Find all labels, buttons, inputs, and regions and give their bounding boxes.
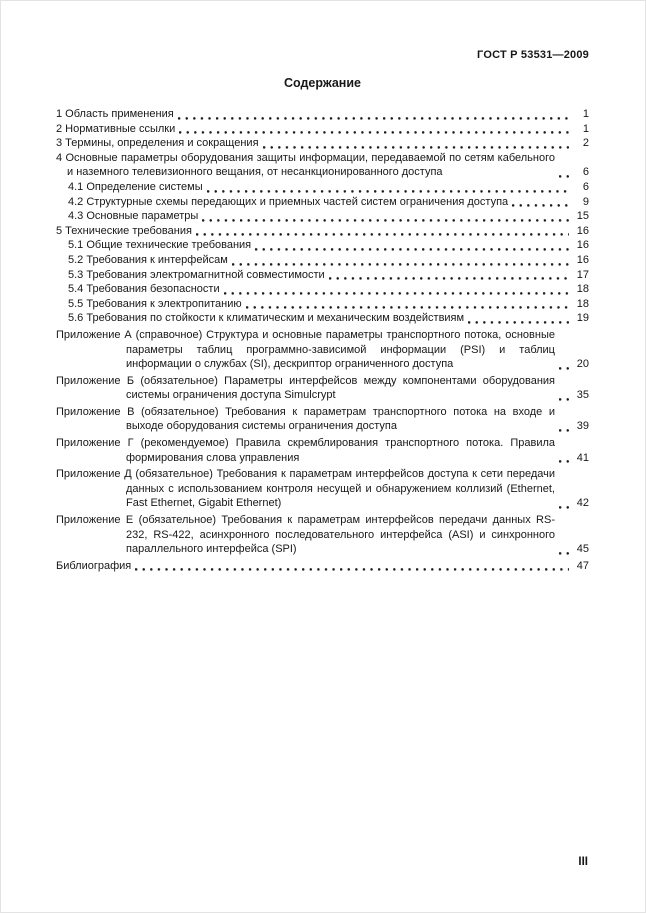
toc-item-text: 5.6 Требования по стойкости к климатическим и механическим воздействиям bbox=[68, 312, 465, 325]
toc-item bbox=[68, 268, 589, 283]
toc-item-text bbox=[56, 405, 555, 434]
toc-item bbox=[68, 282, 589, 297]
toc-item bbox=[56, 559, 589, 574]
toc-page-number: 6 bbox=[582, 180, 589, 193]
toc-page-number: 42 bbox=[576, 497, 589, 510]
appendix-label: Приложение Е bbox=[56, 514, 134, 527]
toc-item-text: 4 Основные параметры оборудования защиты информации, передаваемой по сетям кабельного и наземного телевизионного вещания, от несанкционированного доступа bbox=[56, 151, 555, 179]
toc-item-text: 5.2 Требования к интерфейсам bbox=[68, 253, 228, 266]
dot-leader bbox=[255, 248, 569, 251]
appendix-text: (справочное) Структура и основные параметры транспортного потока, основные параметры таблиц программно-зависимой информации (PSI) и таблиц информации о службах (SI), дескриптор ограниченного доступа bbox=[126, 328, 555, 371]
toc-item-text: Библиография bbox=[56, 559, 132, 572]
appendix-label: Приложение Г bbox=[56, 437, 134, 450]
dot-leader bbox=[202, 219, 569, 222]
dot-leader bbox=[559, 398, 569, 401]
dot-leader bbox=[559, 175, 569, 178]
document-header bbox=[56, 49, 589, 61]
toc-item bbox=[68, 180, 589, 195]
dot-leader bbox=[178, 117, 569, 120]
toc-item bbox=[68, 297, 589, 312]
dot-leader bbox=[224, 292, 569, 295]
toc-page-number: 19 bbox=[576, 312, 589, 325]
toc-page-number: 9 bbox=[582, 195, 589, 208]
toc-item bbox=[56, 122, 589, 137]
toc-page-number: 18 bbox=[576, 283, 589, 296]
toc-page-number: 47 bbox=[576, 559, 589, 572]
toc-page-number: 1 bbox=[582, 122, 589, 135]
toc-page-number: 15 bbox=[576, 210, 589, 223]
page-title: Содержание bbox=[283, 76, 361, 90]
dot-leader bbox=[468, 321, 569, 324]
toc-page-number: 2 bbox=[582, 137, 589, 150]
toc-item-text: 5.3 Требования электромагнитной совместимости bbox=[68, 268, 325, 281]
dot-leader bbox=[559, 506, 569, 509]
toc-item bbox=[68, 238, 589, 253]
toc-item-text: 2 Нормативные ссылки bbox=[56, 122, 176, 135]
toc-item-text bbox=[56, 436, 555, 465]
dot-leader bbox=[135, 568, 569, 571]
dot-leader bbox=[559, 367, 569, 370]
dot-leader bbox=[207, 190, 569, 193]
toc-item-text: 4.1 Определение системы bbox=[68, 180, 203, 193]
toc-page-number: 35 bbox=[576, 389, 589, 402]
appendix-label: Приложение В bbox=[56, 405, 135, 418]
toc-item bbox=[68, 311, 589, 326]
appendix-label: Приложение А bbox=[56, 328, 132, 341]
toc-item-text: 4.2 Структурные схемы передающих и приемных частей систем ограничения доступа bbox=[68, 195, 509, 208]
appendix-text: (рекомендуемое) Правила скремблирования транспортного потока. Правила формирования слова управления bbox=[126, 437, 556, 464]
folio: III bbox=[578, 856, 588, 868]
toc-page-number: 39 bbox=[576, 420, 589, 433]
toc-item bbox=[68, 253, 589, 268]
table-of-contents bbox=[56, 107, 589, 573]
toc-item-text: 5.5 Требования к электропитанию bbox=[68, 297, 242, 310]
appendix-text: (обязательное) Требования к параметрам интерфейсов передачи данных RS-232, RS-422, асинхронного последовательного интерфейса (ASI) и синхронного параллельного интерфейса (SPI) bbox=[126, 514, 556, 556]
toc-item-text: 5.1 Общие технические требования bbox=[68, 239, 252, 252]
toc-item-text bbox=[56, 467, 555, 511]
toc-item-appendix bbox=[56, 374, 589, 403]
dot-leader bbox=[512, 204, 569, 207]
toc-item-appendix bbox=[56, 467, 589, 511]
gost-number: ГОСТ Р 53531—2009 bbox=[477, 49, 589, 61]
toc-page-number: 6 bbox=[582, 166, 589, 179]
toc-item-text bbox=[56, 328, 555, 372]
toc-item-text: 3 Термины, определения и сокращения bbox=[56, 137, 259, 150]
dot-leader bbox=[196, 233, 569, 236]
appendix-label: Приложение Б bbox=[56, 374, 135, 387]
appendix-text: (обязательное) Параметры интерфейсов между компонентами оборудования системы ограничения доступа Simulcrypt bbox=[126, 374, 556, 402]
dot-leader bbox=[559, 552, 569, 555]
dot-leader bbox=[179, 131, 569, 134]
toc-page-number: 20 bbox=[576, 358, 589, 371]
toc-item-text bbox=[56, 513, 555, 557]
dot-leader bbox=[559, 460, 569, 463]
toc-item-appendix bbox=[56, 436, 589, 465]
toc-item-text: 5.4 Требования безопасности bbox=[68, 283, 220, 296]
toc-item bbox=[56, 107, 589, 122]
appendix-label: Приложение Д bbox=[56, 468, 132, 481]
toc-page-number: 45 bbox=[576, 543, 589, 556]
dot-leader bbox=[263, 146, 569, 149]
dot-leader bbox=[246, 306, 569, 309]
toc-item-appendix bbox=[56, 513, 589, 557]
toc-item-appendix bbox=[56, 405, 589, 434]
toc-item bbox=[68, 195, 589, 210]
toc-item bbox=[68, 209, 589, 224]
toc-page-number: 1 bbox=[582, 108, 589, 120]
appendix-text: (обязательное) Требования к параметрам интерфейсов доступа к сети передачи данных с использованием контроля несущей и обнаружением коллизий (Ethernet, Fast Ethernet, Gigabit Ethernet) bbox=[126, 468, 556, 510]
toc-page-number: 16 bbox=[576, 224, 589, 237]
toc-item-text bbox=[56, 374, 555, 403]
toc-page-number: 16 bbox=[576, 253, 589, 266]
toc-page-number: 18 bbox=[576, 297, 589, 310]
toc-item-appendix bbox=[56, 328, 589, 372]
toc-item-text: 4.3 Основные параметры bbox=[68, 210, 199, 223]
toc-item bbox=[56, 136, 589, 151]
toc-page-number: 41 bbox=[576, 451, 589, 464]
toc-item bbox=[56, 224, 589, 239]
dot-leader bbox=[559, 429, 569, 432]
toc-item-text: 1 Область применения bbox=[56, 108, 174, 120]
dot-leader bbox=[329, 277, 569, 280]
toc-item-text: 5 Технические требования bbox=[56, 224, 192, 237]
toc-page-number: 17 bbox=[576, 268, 589, 281]
dot-leader bbox=[232, 263, 569, 266]
toc-page-number: 16 bbox=[576, 239, 589, 252]
toc-item bbox=[56, 151, 589, 180]
appendix-text: (обязательное) Требования к параметрам транспортного потока на входе и выходе оборудования системы ограничения доступа bbox=[126, 405, 555, 433]
